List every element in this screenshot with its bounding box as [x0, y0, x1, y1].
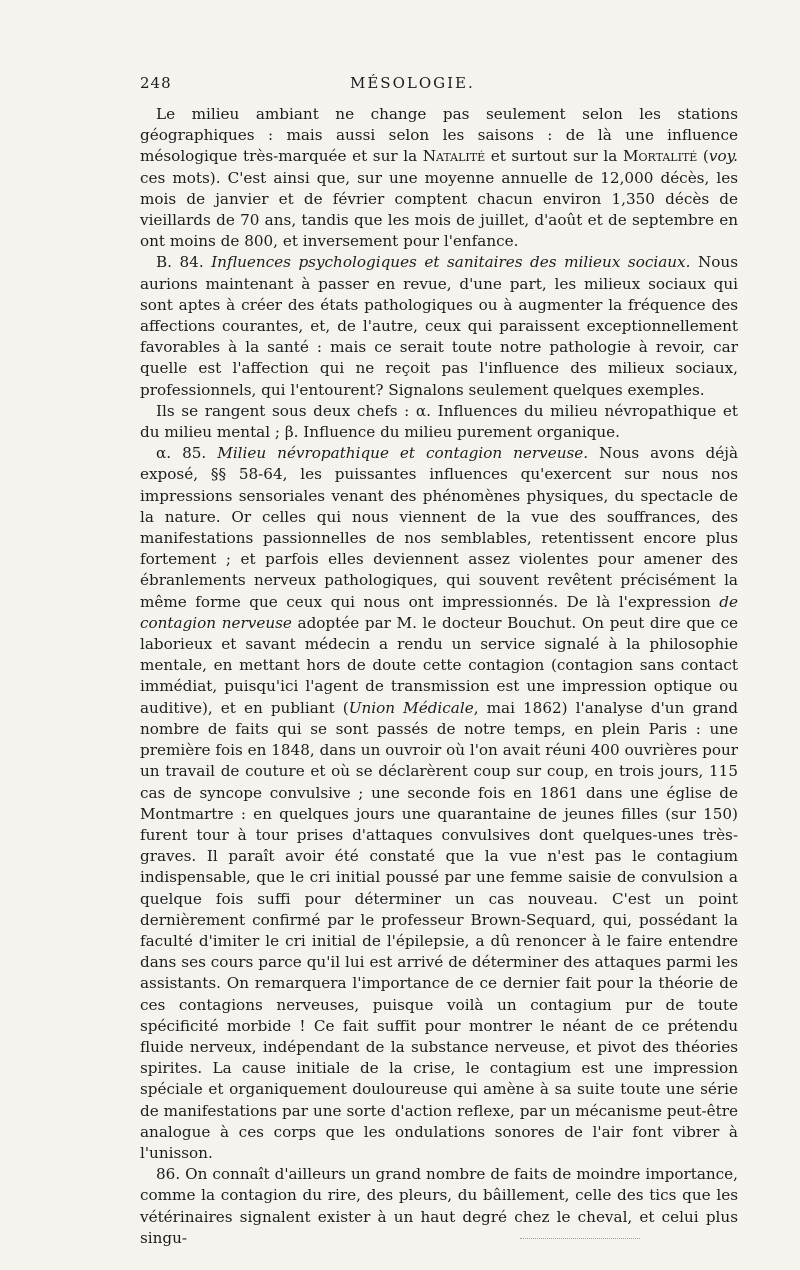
text-run: adoptée par M. le docteur Bouchut. On peut dire que ce laborieux et savant médecin a rendu un service signalé à la philosophie mentale, en mettant hors de doute cette contagion (contagion sans contact immédiat, puisqu'ici l'agent de transmission est une impression optique ou auditive), et en publiant (: [140, 613, 738, 717]
italic-text: Union Médicale: [348, 698, 474, 717]
running-title: MÉSOLOGIE.: [350, 74, 475, 92]
text-run: et surtout sur la: [485, 147, 623, 166]
small-caps-text: Natalité: [422, 147, 486, 166]
text-run: α. 85.: [156, 444, 218, 463]
text-run: B. 84.: [156, 253, 212, 272]
paragraph: [140, 252, 738, 400]
text-run: Nous aurions maintenant à passer en revue, d'une part, les milieux sociaux qui sont aptes à créer des états pathologiques ou à augmenter la fréquence des affections courantes, et, de l'autre, ceux qui paraissent exceptionnellement favorables à la santé : mais ce serait toute notre pathologie à revoir, car quelle est l'affection qui ne reçoit pas l'influence des milieux sociaux, professionnels, qui l'entourent? Signalons seulement quelques exemples.: [140, 253, 738, 399]
paragraph: [140, 443, 738, 1164]
text-run: Le milieu ambiant ne change pas seulement selon les stations géographiques : mais aussi selon les saisons : de là une influence mésologique très-marquée et sur la: [140, 105, 738, 166]
text-run: , mai 1862) l'analyse d'un grand nombre de faits qui se sont passés de notre temps, en plein Paris : une première fois en 1848, dans un ouvroir où l'on avait réuni 400 ouvrières pour un travail de couture et où se déclarèrent coup sur coup, en trois jours, 115 cas de syncope convulsive ; une seconde fois en 1861 dans une église de Montmartre : en quelques jours une quarantaine de jeunes filles (sur 150) furent tour à tour prises d'attaques convulsives dont quelques-unes très-graves. Il paraît avoir été constaté que la vue n'est pas le contagium indispensable, que le cri initial poussé par une femme saisie de convulsion a quelque fois suffi pour déterminer un cas nouveau. C'est un point dernièrement confirmé par le professeur Brown-Sequard, qui, possédant la faculté d'imiter le cri initial de l'épilepsie, a dû renoncer à le faire entendre dans ses cours parce qu'il lui est arrivé de déterminer des attaques parmi les assistants. On remarquera l'importance de ce dernier fait pour la théorie de ces contagions nerveuses, puisque voilà un contagium pur de toute spécificité morbide ! Ce fait suffit pour montrer le néant de ce prétendu fluide nerveux, indépendant de la substance nerveuse, et pivot des théories spirites. La cause initiale de la crise, le contagium est une impression spéciale et organiquement douloureuse qui amène à sa suite toute une série de manifestations par une sorte d'action reflexe, par un mécanisme peut-être analogue à ces corps que les ondulations sonores de l'air font vibrer à l'unisson.: [140, 698, 738, 1162]
text-run: 86. On connaît d'ailleurs un grand nombre de faits de moindre importance, comme la contagion du rire, des pleurs, du bâillement, celle des tics que les vétérinaires signalent exister à un haut degré chez le cheval, et celui plus singu-: [140, 1165, 738, 1247]
paragraph: [140, 104, 738, 252]
text-run: (: [697, 147, 709, 166]
text-run: Nous avons déjà exposé, §§ 58-64, les puissantes influences qu'exercent sur nous nos impressions sensoriales venant des phénomènes physiques, du spectacle de la nature. Or celles qui nous viennent de la vue des souffrances, des manifestations passionnelles de nos semblables, retentissent encore plus fortement ; et parfois elles deviennent assez violentes pour amener des ébranlements nerveux pathologiques, qui souvent revêtent précisément la même forme que ceux qui nous ont impressionnés. De là l'expression: [140, 444, 739, 611]
page-header: [140, 74, 738, 98]
italic-text: voy.: [708, 147, 738, 166]
italic-text: Milieu névropathique et contagion nerveuse.: [217, 444, 589, 463]
body-text: [140, 104, 738, 1249]
text-run: Ils se rangent sous deux chefs : α. Influences du milieu névropathique et du milieu mental ; β. Influence du milieu purement organique.: [140, 401, 738, 442]
paragraph: [140, 1164, 738, 1249]
page-number: 248: [140, 74, 172, 92]
italic-text: de contagion nerveuse: [140, 592, 738, 632]
text-run: ces mots). C'est ainsi que, sur une moyenne annuelle de 12,000 décès, les mois de janvier et de février comptent chacun environ 1,350 décès de vieillards de 70 ans, tandis que les mois de juillet, d'août et de septembre en ont moins de 800, et inversement pour l'enfance.: [140, 168, 738, 251]
italic-text: Influences psychologiques et sanitaires des milieux sociaux.: [211, 253, 691, 272]
small-caps-text: Mortalité: [622, 147, 698, 166]
bottom-rule: [520, 1238, 640, 1239]
paragraph: [140, 401, 738, 443]
